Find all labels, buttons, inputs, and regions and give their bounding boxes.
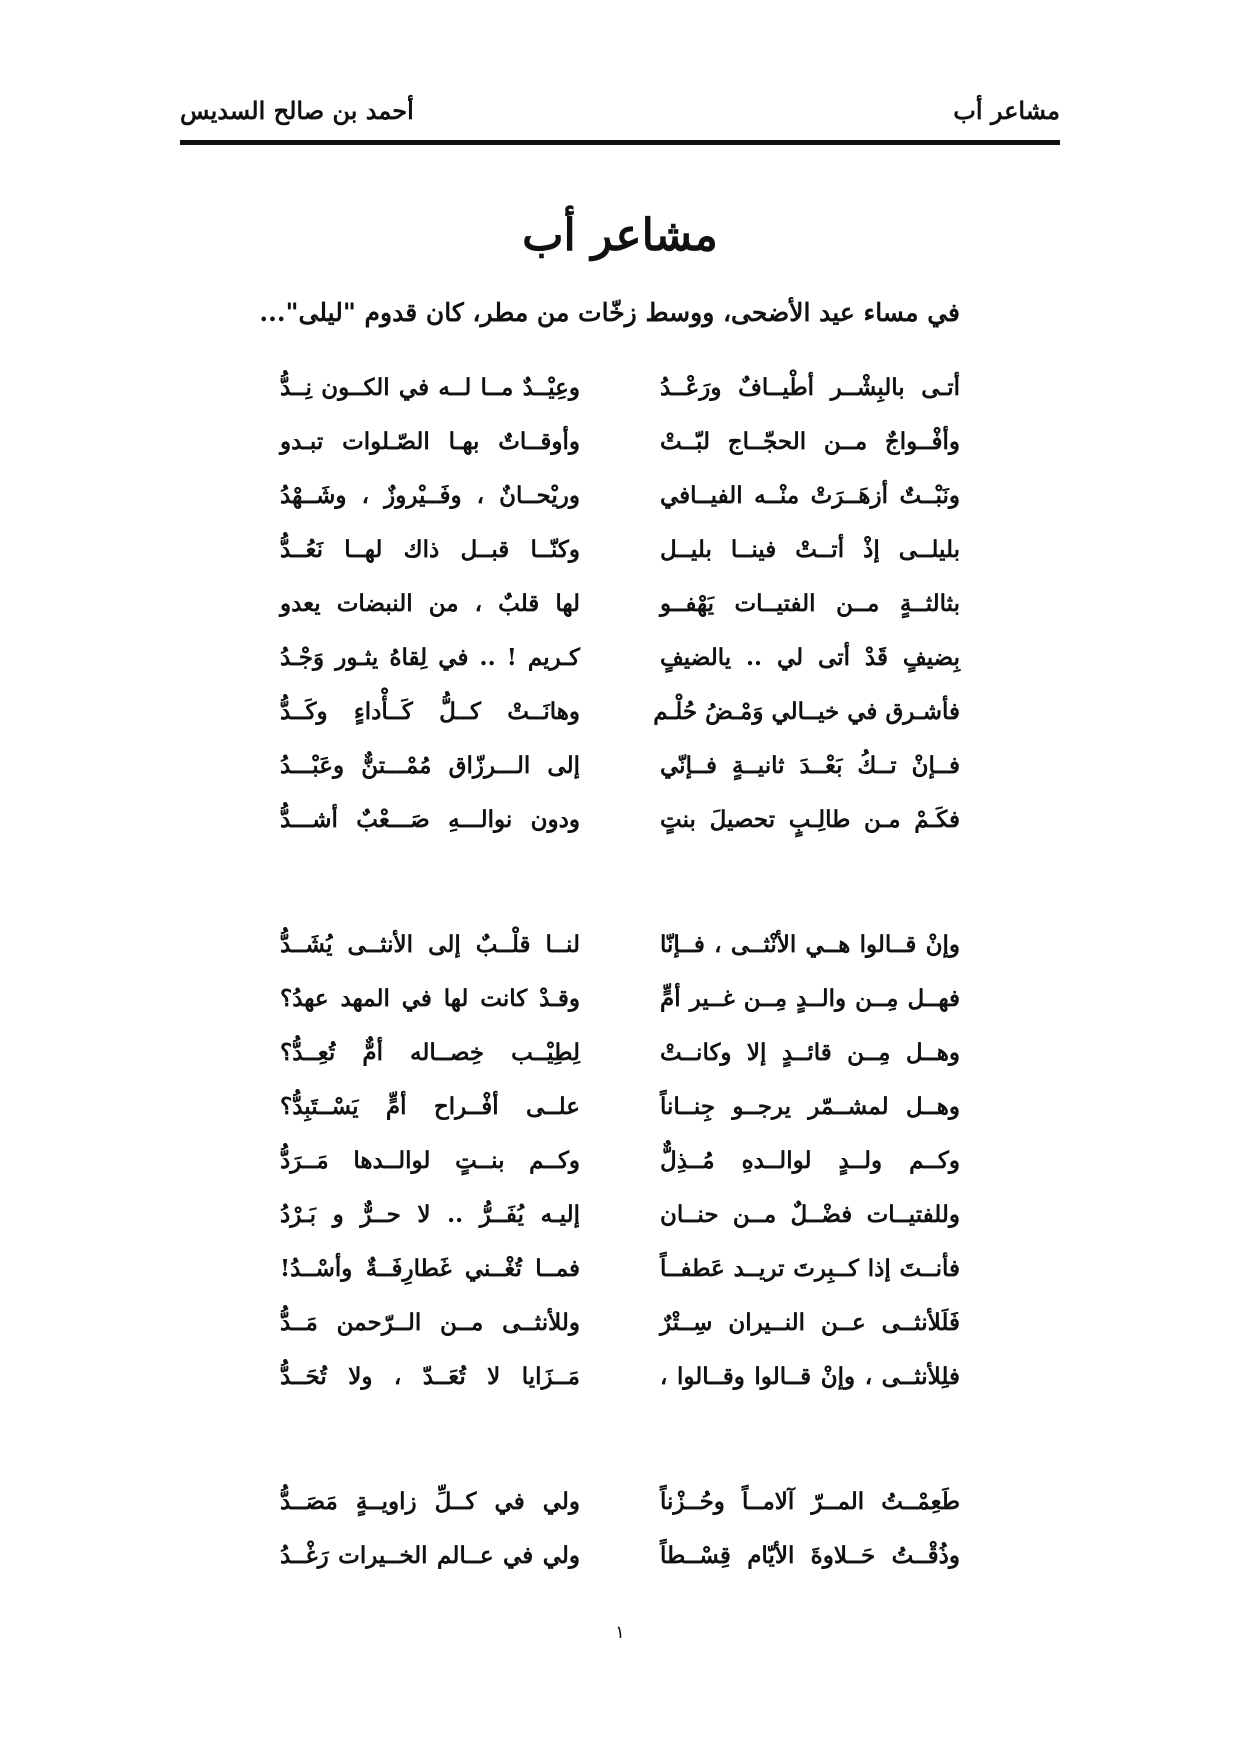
verse-second-hemistich: كـريم ! .. في لِقاهُ يثـور وَجْـدُ (280, 644, 580, 671)
verse-first-hemistich: وذُقْــتُ حَــلاوةَ الأيّام قِسْــطاً (660, 1542, 960, 1569)
verse (280, 638, 960, 692)
verse (280, 1033, 960, 1087)
verse-second-hemistich: ولي في كــلِّ زاويــةٍ مَصَــدُّ (280, 1488, 580, 1515)
verse-second-hemistich: وكــم بنــتٍ لوالــدها مَــرَدُّ (280, 1147, 580, 1174)
verse-first-hemistich: فهــل مِــن والــدٍ مِــن غــير أمٍّ (660, 985, 960, 1012)
verse-first-hemistich: فــإنْ تــكُ بَعْــدَ ثانيــةٍ فــإنّي (660, 752, 960, 779)
poem-title: مشاعر أب (522, 210, 718, 261)
verse-first-hemistich: وأفْــواجٌ مــن الحجّــاج لبّــتْ (660, 428, 960, 455)
header-author-name: أحمد بن صالح السديس (180, 96, 414, 125)
verse (280, 1141, 960, 1195)
verse-first-hemistich: بِضيفٍ قَدْ أتى لي .. يالضيفٍ (660, 644, 960, 671)
poem-intro: في مساء عيد الأضحى، ووسط زخّات من مطر، كان قدوم "ليلى"... (259, 298, 960, 327)
verse (280, 692, 960, 746)
page-number: ١ (615, 1622, 625, 1643)
verse (280, 1536, 960, 1590)
verse (280, 368, 960, 422)
verse-second-hemistich: لِطِيْــب خِصــاله أمٌّ تُعِــدُّ؟ (280, 1039, 580, 1066)
verse-second-hemistich: وكنّــا قبــل ذاك لهــا نَعُــدُّ (280, 536, 580, 563)
verse-first-hemistich: بليلــى إذْ أتــتْ فينــا بليــل (660, 536, 960, 563)
verse-second-hemistich: وريْحــانٌ ، وفَــيْروزٌ ، وشَــهْدُ (280, 482, 580, 509)
verse (280, 1482, 960, 1536)
verse (280, 422, 960, 476)
verse (280, 800, 960, 854)
header-rule (180, 140, 1060, 145)
verse-first-hemistich: وللفتيــات فضْــلٌ مــن حنــان (660, 1201, 960, 1228)
verse-first-hemistich: فأشـرق في خيــالي وَمْـضُ حُلْـم (653, 698, 960, 725)
verse-second-hemistich: وأوقــاتٌ بهـا الصّـلوات تبـدو (280, 428, 580, 455)
verse-second-hemistich: وللأنثــى مــن الــرّحمن مَــدُّ (280, 1309, 580, 1336)
verse-first-hemistich: فأنــتَ إذا كــبِرتَ تريــد عَطفــاً (660, 1255, 960, 1282)
verse-first-hemistich: ونَبْــتٌ أزهَــرَتْ منْــه الفيــافي (660, 482, 960, 509)
verse-first-hemistich: أتـى بالبِشْــر أطْيــافٌ ورَعْــدُ (660, 374, 960, 401)
verse-first-hemistich: وإنْ قــالوا هــي الأنْثــى ، فــإنّا (660, 931, 960, 958)
verse-second-hemistich: وهانَــتْ كــلُّ كَــأْداءٍ وكَــدُّ (280, 698, 580, 725)
verse (280, 1303, 960, 1357)
verse-second-hemistich: إليـه يُفَــرُّ .. لا حــرٌّ و بَـرْدُ (280, 1201, 580, 1228)
stanza-2 (280, 925, 960, 1411)
verse-first-hemistich: وهــل مِــن قائــدٍ إلا وكانــتْ (660, 1039, 960, 1066)
verse (280, 1087, 960, 1141)
verse-first-hemistich: طَعِمْــتُ المــرّ آلامــاً وحُــزْناً (660, 1488, 960, 1515)
verse (280, 1357, 960, 1411)
verse (280, 476, 960, 530)
verse-first-hemistich: فكَـمْ مـن طالِـبٍ تحصيلَ بنتٍ (660, 806, 960, 833)
verse-first-hemistich: وكــم ولــدٍ لوالــدهِ مُــذِلٌّ (660, 1147, 960, 1174)
verse-first-hemistich: فلِلأنثــى ، وإنْ قــالوا وقــالوا ، (660, 1363, 960, 1390)
stanza-3 (280, 1482, 960, 1590)
verse-second-hemistich: وقـدْ كانت لها في المهد عهدُ؟ (280, 985, 580, 1012)
verse-first-hemistich: وهــل لمشــمّر يرجــو جِنــاناً (660, 1093, 960, 1120)
verse-second-hemistich: فمــا تُغْــني غَطارِفَــةٌ وأسْــدُ! (280, 1255, 580, 1282)
header-book-title: مشاعر أب (953, 96, 1060, 125)
verse (280, 1195, 960, 1249)
stanza-1 (280, 368, 960, 854)
verse-second-hemistich: ولي في عــالم الخــيرات رَغْــدُ (280, 1542, 580, 1569)
verse (280, 530, 960, 584)
verse-first-hemistich: بثالثــةٍ مــن الفتيــات يَهْفــو (660, 590, 960, 617)
verse (280, 584, 960, 638)
verse-second-hemistich: لها قلبٌ ، من النبضات يعدو (280, 590, 580, 617)
verse-second-hemistich: علــى أفْــراح أمٍّ يَسْــتَبِدُّ؟ (280, 1093, 580, 1120)
verse-second-hemistich: إلى الـــرزّاق مُمْـــتنٌّ وعَبْـــدُ (280, 752, 580, 779)
running-header (180, 96, 1060, 136)
verse (280, 746, 960, 800)
verse-second-hemistich: وعِيْــدٌ مــا لــه في الكــون نِــدُّ (280, 374, 580, 401)
verse-second-hemistich: لنــا قلْــبٌ إلى الأنثــى يُشَــدُّ (280, 931, 580, 958)
verse-first-hemistich: فَلَلأنثــى عــن النــيران سِــتْرٌ (660, 1309, 960, 1336)
verse-second-hemistich: مَــزَايا لا تُعَــدّ ، ولا تُحَــدُّ (280, 1363, 580, 1390)
verse-second-hemistich: ودون نوالـــهِ صَـــعْبٌ أشـــدُّ (280, 806, 580, 833)
verse (280, 979, 960, 1033)
verse (280, 1249, 960, 1303)
verse (280, 925, 960, 979)
